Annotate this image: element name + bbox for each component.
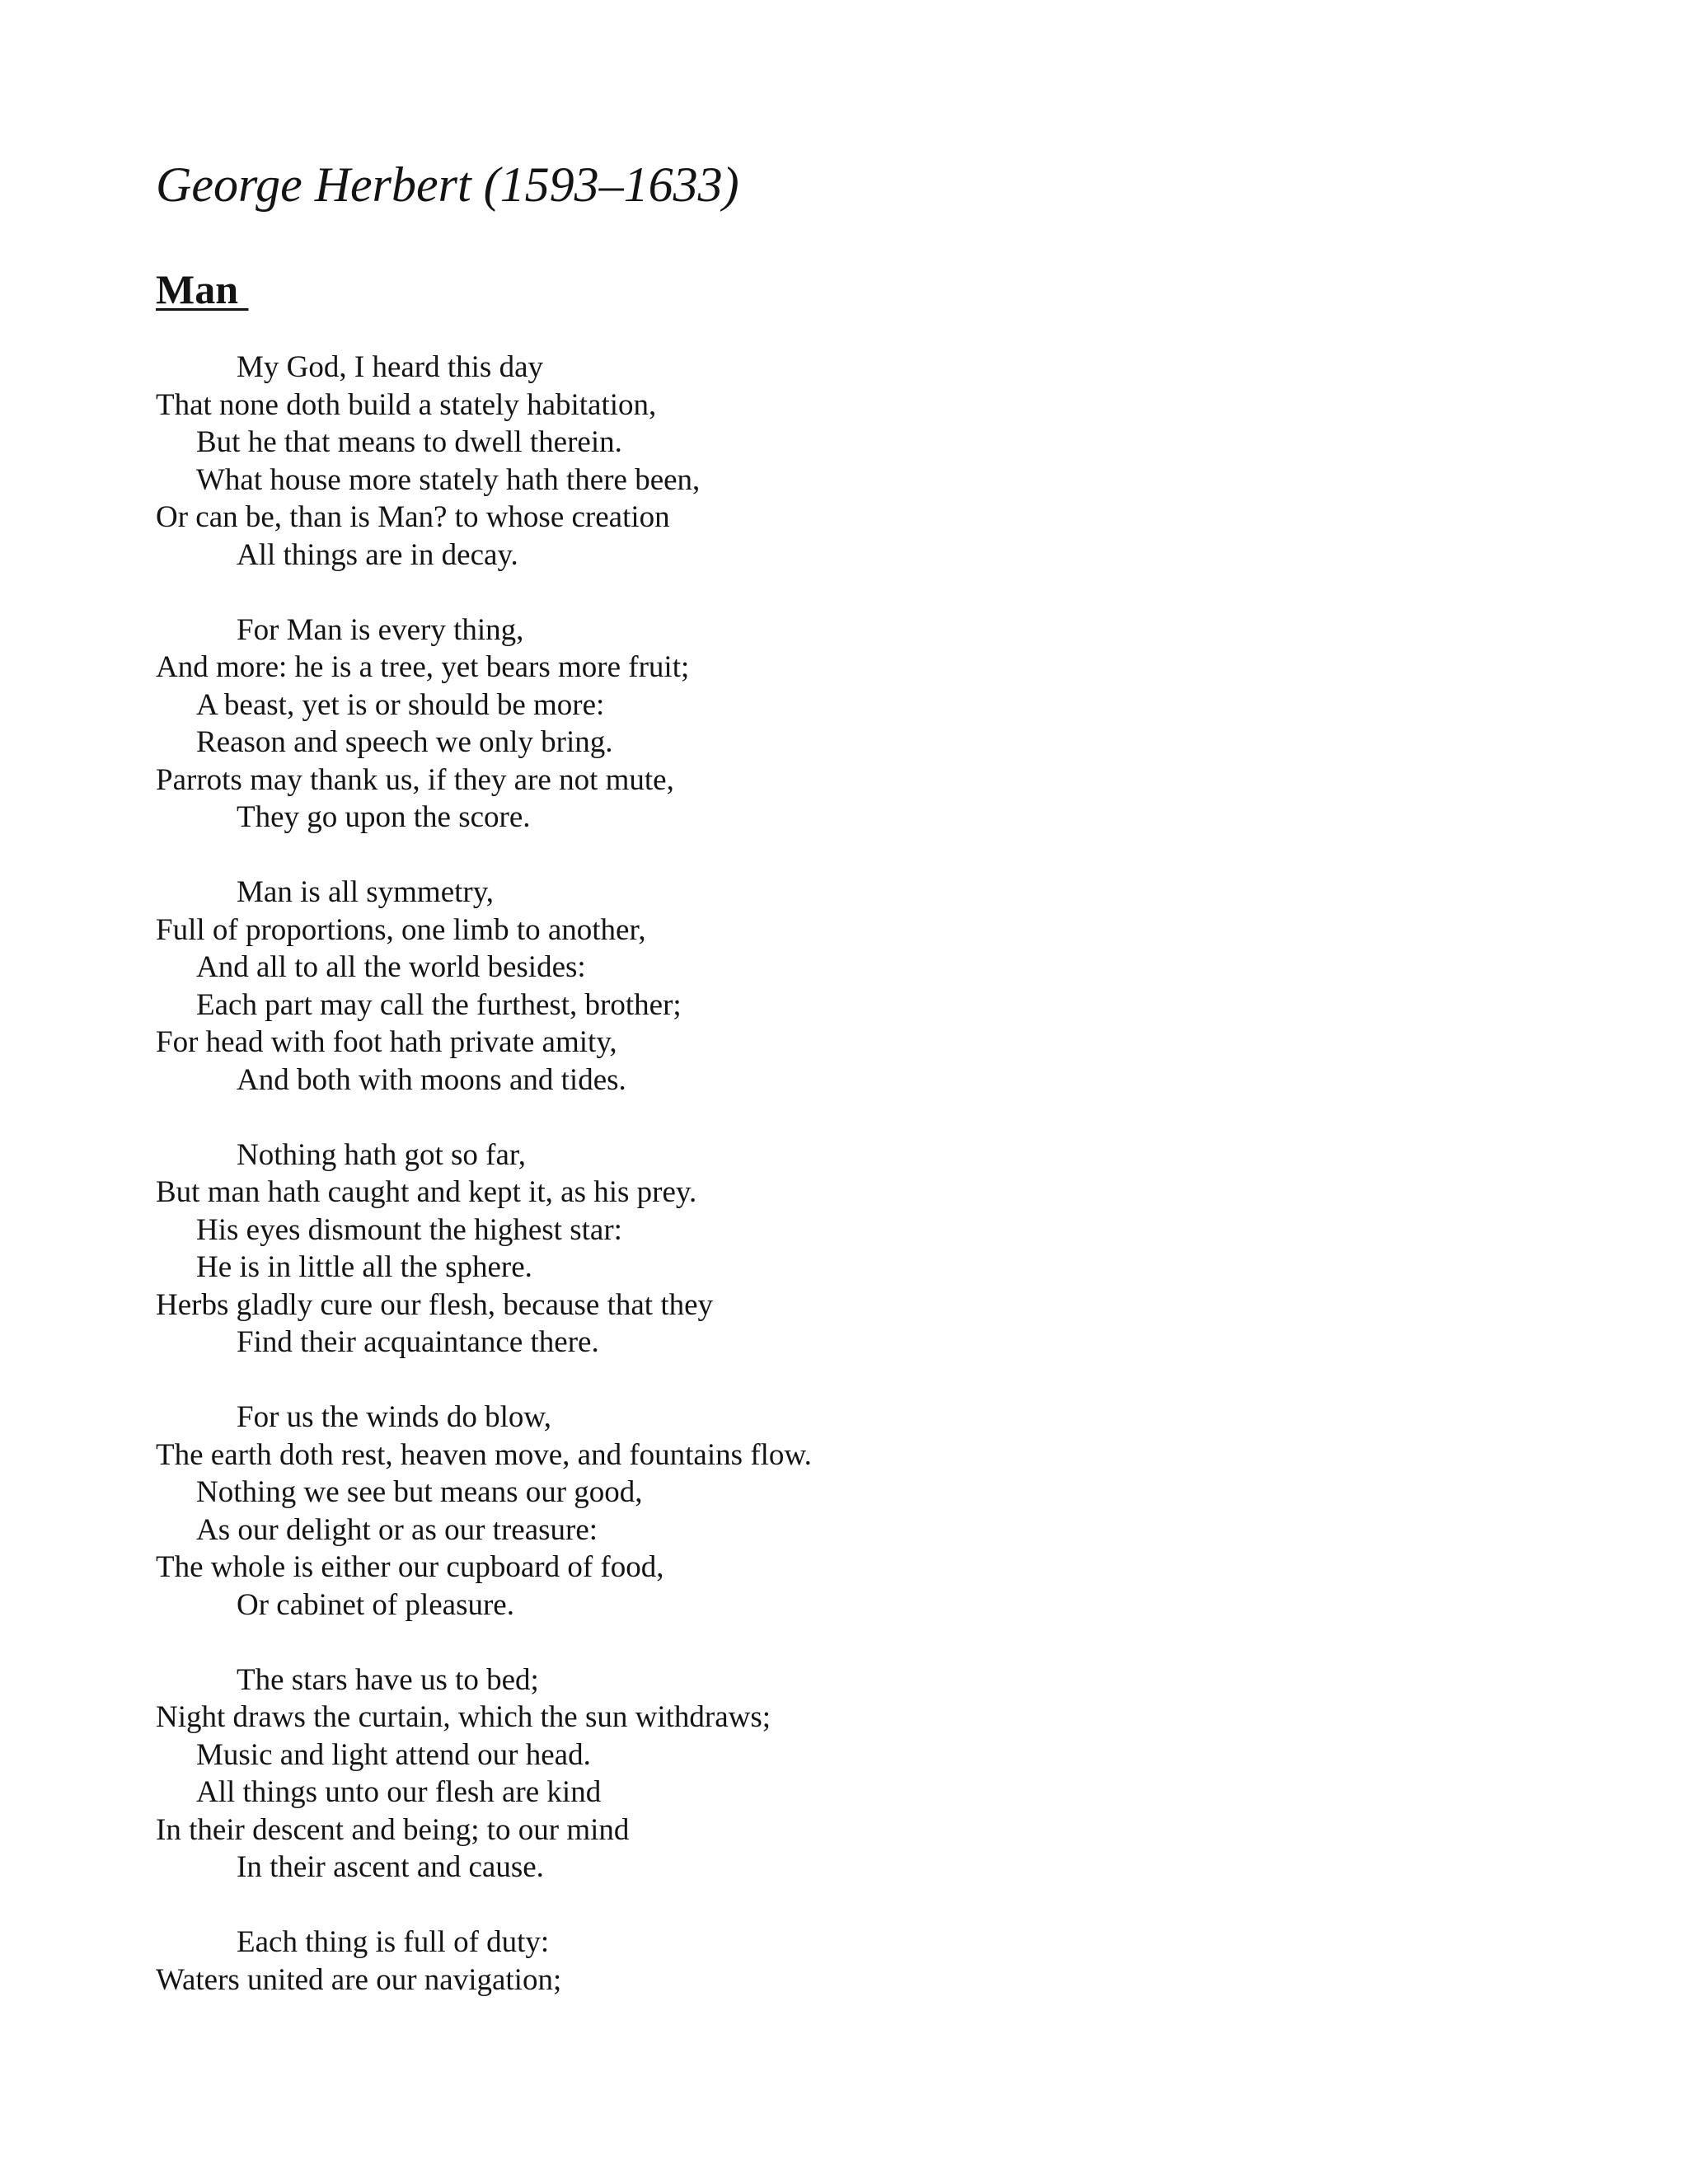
poem-line: Nothing hath got so far, bbox=[237, 1137, 526, 1172]
poem-line: The earth doth rest, heaven move, and fountains flow. bbox=[156, 1437, 812, 1472]
poem-line: Night draws the curtain, which the sun withdraws; bbox=[156, 1700, 771, 1734]
poem-line: And both with moons and tides. bbox=[237, 1062, 626, 1097]
poem-line: For us the winds do blow, bbox=[237, 1400, 551, 1434]
poem-line: Or can be, than is Man? to whose creation bbox=[156, 500, 670, 534]
poem-line: Music and light attend our head. bbox=[196, 1737, 591, 1772]
poem-line: And all to all the world besides: bbox=[196, 950, 586, 984]
poem-line: Parrots may thank us, if they are not mute, bbox=[156, 762, 674, 797]
poem-line: All things are in decay. bbox=[237, 537, 518, 572]
poem-line: Or cabinet of pleasure. bbox=[237, 1587, 514, 1622]
poem-line: But he that means to dwell therein. bbox=[196, 425, 622, 459]
poem-line: Find their acquaintance there. bbox=[237, 1325, 599, 1359]
poem-line: The whole is either our cupboard of food, bbox=[156, 1550, 664, 1584]
stanza bbox=[156, 1137, 1557, 1361]
poem-title: Man bbox=[156, 266, 249, 312]
poem-line: In their ascent and cause. bbox=[237, 1850, 544, 1884]
poem-line: A beast, yet is or should be more: bbox=[196, 687, 605, 722]
poem-line: Herbs gladly cure our flesh, because that they bbox=[156, 1287, 714, 1322]
poem-line: Each thing is full of duty: bbox=[237, 1925, 550, 1959]
poem-line: Full of proportions, one limb to another, bbox=[156, 912, 646, 947]
poem-line: He is in little all the sphere. bbox=[196, 1250, 532, 1284]
stanza bbox=[156, 1661, 1557, 1886]
author-heading: George Herbert (1593–1633) bbox=[156, 157, 739, 212]
poem-line: Man is all symmetry, bbox=[237, 875, 495, 909]
poem-line: But man hath caught and kept it, as his prey. bbox=[156, 1175, 697, 1209]
poem-line: For Man is every thing, bbox=[237, 612, 524, 647]
poem-line: What house more stately hath there been, bbox=[196, 462, 701, 497]
poem-line: For head with foot hath private amity, bbox=[156, 1025, 617, 1059]
poem-line: And more: he is a tree, yet bears more fruit; bbox=[156, 650, 690, 684]
stanza bbox=[156, 349, 1557, 574]
poem-line: As our delight or as our treasure: bbox=[196, 1512, 598, 1547]
poem-line: His eyes dismount the highest star: bbox=[196, 1212, 622, 1247]
stanza bbox=[156, 1399, 1557, 1624]
poem-line: All things unto our flesh are kind bbox=[196, 1775, 602, 1809]
poem-line: Reason and speech we only bring. bbox=[196, 725, 613, 759]
poem-line: Waters united are our navigation; bbox=[156, 1962, 562, 1997]
poem-body bbox=[156, 349, 1557, 2036]
poem-line: In their descent and being; to our mind bbox=[156, 1812, 630, 1847]
poem-line: My God, I heard this day bbox=[237, 350, 543, 384]
poem-line: The stars have us to bed; bbox=[237, 1662, 539, 1697]
stanza bbox=[156, 874, 1557, 1099]
poem-line: Each part may call the furthest, brother; bbox=[196, 987, 682, 1022]
poem-line: Nothing we see but means our good, bbox=[196, 1475, 643, 1509]
poem-line: They go upon the score. bbox=[237, 800, 531, 834]
poem-line: That none doth build a stately habitation, bbox=[156, 387, 657, 422]
stanza bbox=[156, 612, 1557, 837]
stanza bbox=[156, 1924, 1557, 1999]
